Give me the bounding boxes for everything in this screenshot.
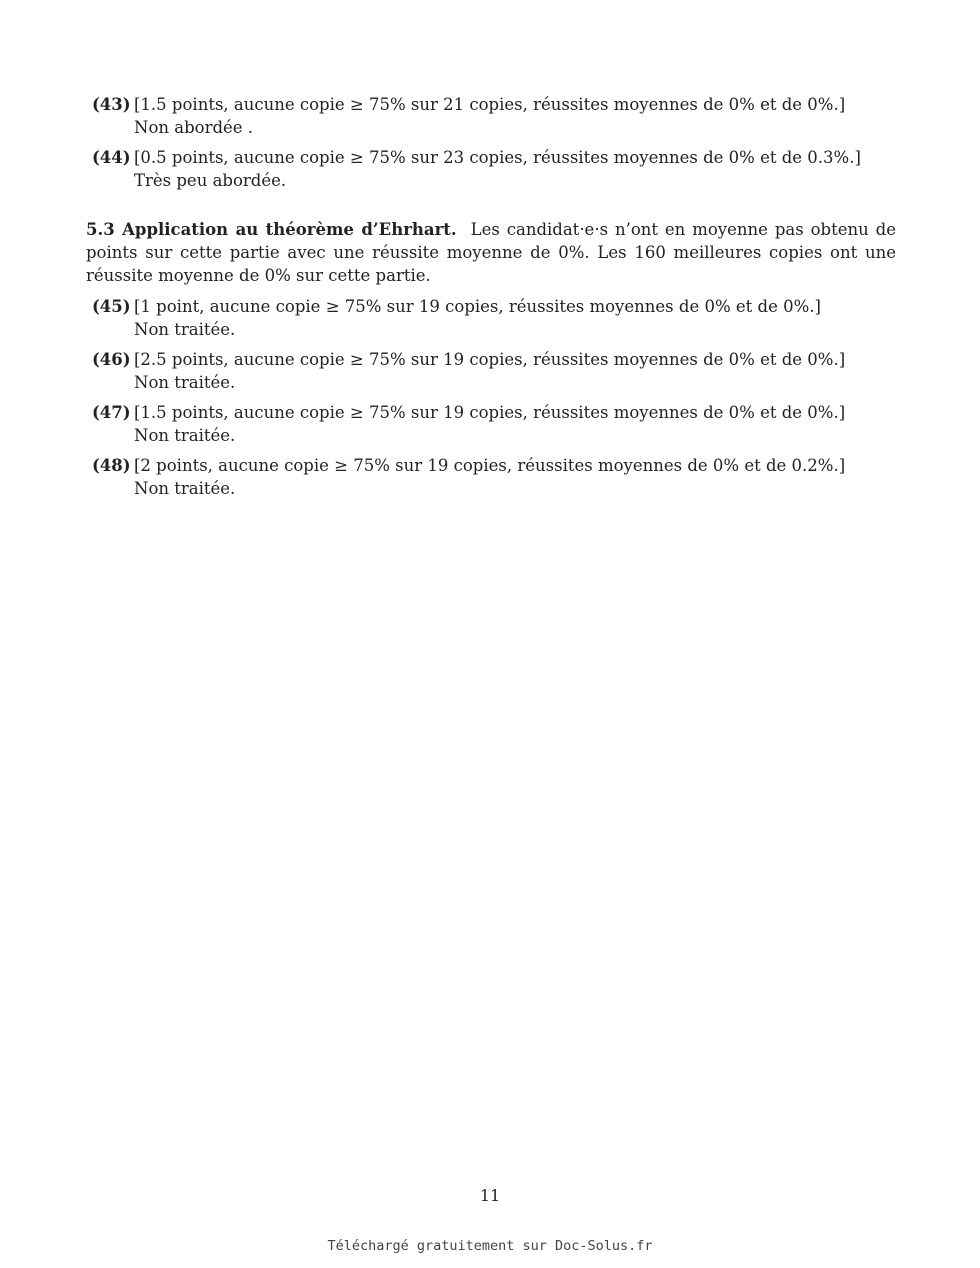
page-number: 11: [479, 1186, 501, 1205]
question-number: (47): [92, 403, 131, 422]
question-comment: Non abordée .: [134, 118, 254, 137]
section-title: 5.3 Application au théorème d’Ehrhart.: [86, 220, 457, 239]
question-stats: [2 points, aucune copie ≥ 75% sur 19 copies, réussites moyennes de 0% et de 0.2%.]: [134, 456, 846, 475]
question-stats: [1.5 points, aucune copie ≥ 75% sur 19 copies, réussites moyennes de 0% et de 0%.]: [134, 403, 846, 422]
question-stats: [2.5 points, aucune copie ≥ 75% sur 19 copies, réussites moyennes de 0% et de 0%.]: [134, 350, 846, 369]
question-comment: Non traitée.: [134, 373, 236, 392]
question-stats: [1.5 points, aucune copie ≥ 75% sur 21 copies, réussites moyennes de 0% et de 0%.]: [134, 95, 846, 114]
question-comment: Non traitée.: [134, 426, 236, 445]
question-comment: Non traitée.: [134, 479, 236, 498]
question-number: (44): [92, 148, 131, 167]
section-body: Les candidat·e·s n’ont en moyenne pas obtenu de points sur cette partie avec une réussite moyenne de 0%. Les 160 meilleures copies ont une réussite moyenne de 0% sur cette partie.: [86, 220, 896, 285]
question-number: (43): [92, 95, 131, 114]
question-number: (48): [92, 456, 131, 475]
question-comment: Très peu abordée.: [134, 171, 287, 190]
question-number: (46): [92, 350, 131, 369]
question-stats: [1 point, aucune copie ≥ 75% sur 19 copies, réussites moyennes de 0% et de 0%.]: [134, 297, 821, 316]
question-comment: Non traitée.: [134, 320, 236, 339]
footer-credit: Téléchargé gratuitement sur Doc-Solus.fr: [327, 1238, 653, 1254]
section-paragraph: [86, 218, 896, 287]
question-number: (45): [92, 297, 131, 316]
question-stats: [0.5 points, aucune copie ≥ 75% sur 23 copies, réussites moyennes de 0% et de 0.3%.]: [134, 148, 861, 167]
